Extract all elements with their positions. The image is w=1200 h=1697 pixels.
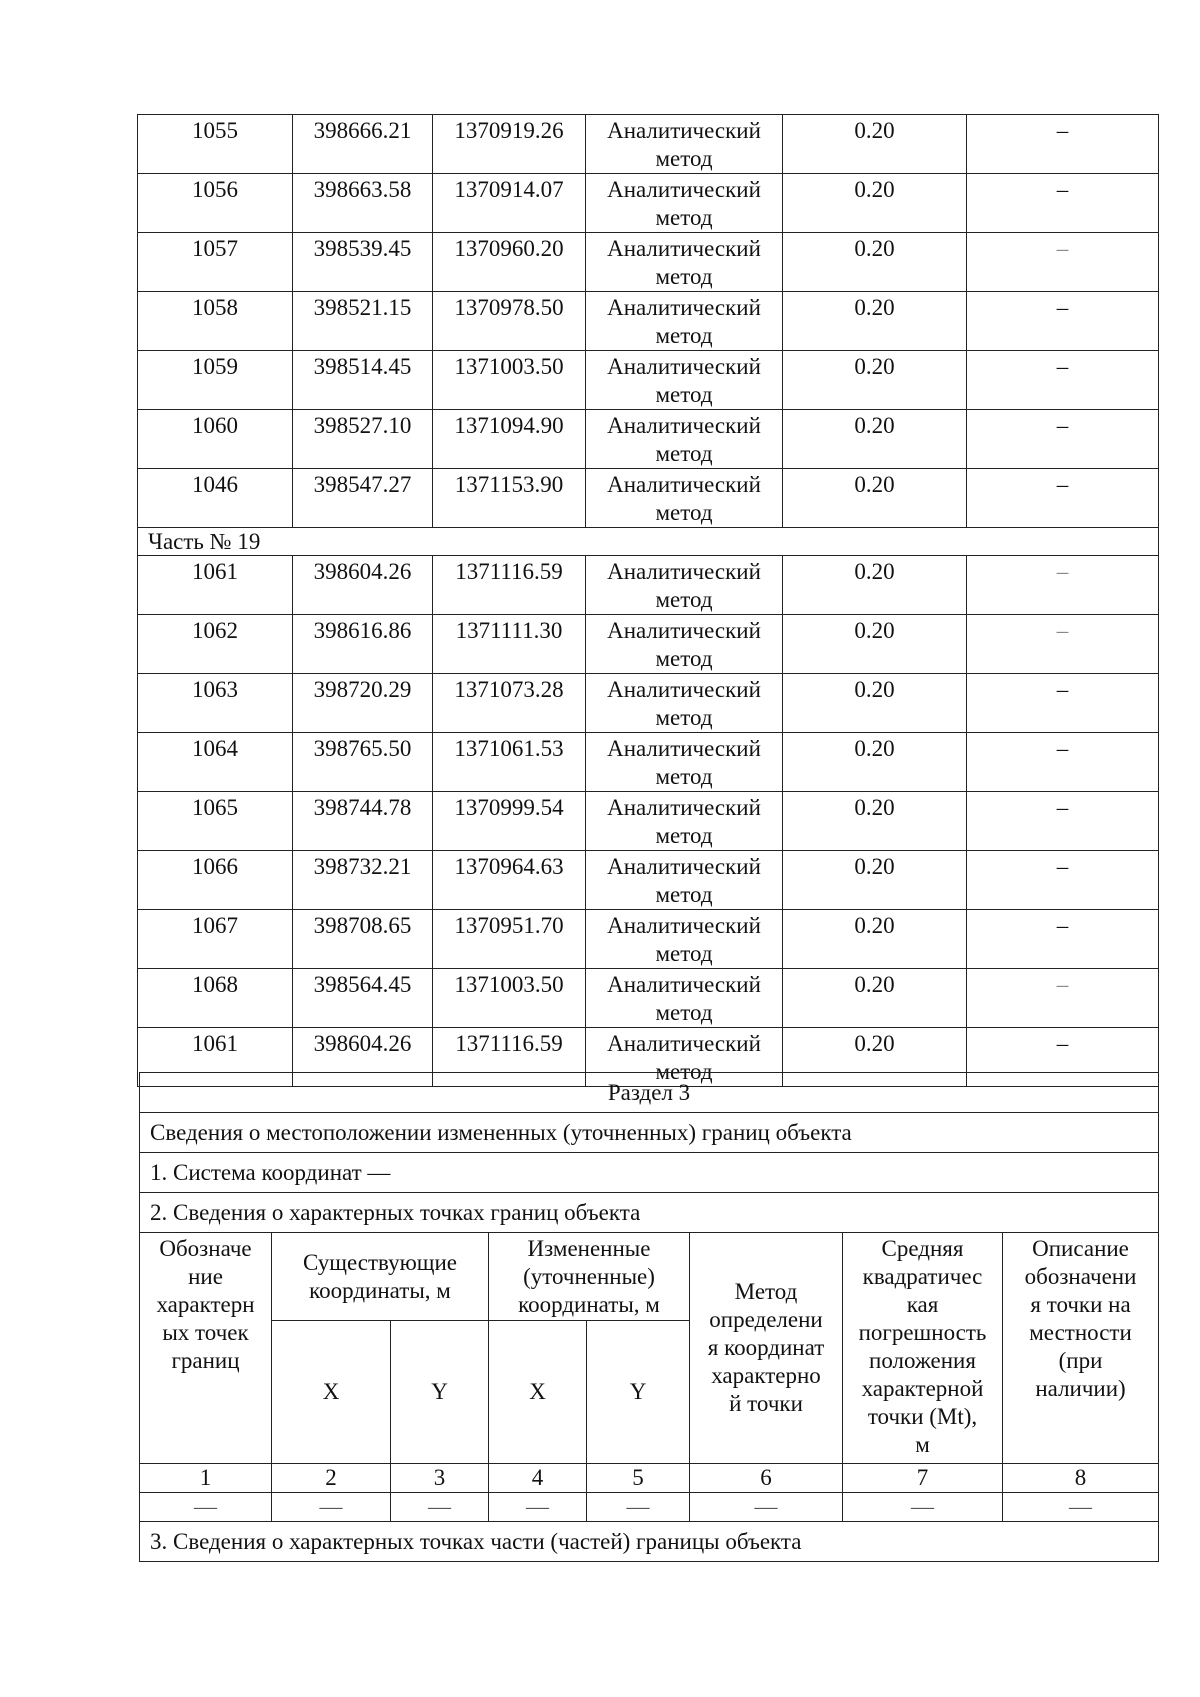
description: – — [967, 174, 1159, 233]
method-line: метод — [655, 382, 713, 407]
method-line: Аналитический — [607, 413, 761, 438]
method-line: метод — [655, 500, 713, 525]
table-row — [138, 469, 1159, 528]
section-title-row — [140, 1073, 1159, 1113]
column-number: 5 — [587, 1464, 690, 1493]
method-line: метод — [655, 1059, 713, 1084]
accuracy: 0.20 — [783, 733, 967, 792]
accuracy: 0.20 — [783, 851, 967, 910]
table-row — [138, 969, 1159, 1028]
method-line: Аналитический — [607, 1031, 761, 1056]
point-number: 1055 — [138, 115, 293, 174]
header-line: характерно — [711, 1363, 821, 1388]
header-line: положения — [869, 1348, 976, 1373]
column-number: 3 — [391, 1464, 489, 1493]
method-line: метод — [655, 823, 713, 848]
point-number: 1060 — [138, 410, 293, 469]
header-line: Обозначе — [159, 1236, 252, 1261]
accuracy: 0.20 — [783, 615, 967, 674]
header-line: квадратичес — [862, 1264, 983, 1289]
coordinates-rows-before-part — [138, 115, 1159, 528]
method-line: Аналитический — [607, 736, 761, 761]
header-line: Средняя — [881, 1236, 964, 1261]
part-header-row — [138, 528, 1159, 556]
part-header-group — [138, 528, 1159, 556]
table-row — [138, 115, 1159, 174]
table-row — [138, 733, 1159, 792]
column-number: 1 — [140, 1464, 272, 1493]
part-label: Часть № 19 — [138, 528, 1159, 556]
point-number: 1061 — [138, 1028, 293, 1087]
header-existing-coordinates — [272, 1233, 489, 1321]
empty-values-row — [140, 1493, 1159, 1522]
column-number: 6 — [690, 1464, 843, 1493]
header-line: ых точек — [162, 1320, 249, 1345]
section-heading: Сведения о местоположении измененных (уточненных) границ объекта — [140, 1113, 1159, 1153]
method-line: метод — [655, 764, 713, 789]
coordinate-system-row — [140, 1153, 1159, 1193]
header-changed-y: Y — [587, 1321, 690, 1464]
coord-y: 1371153.90 — [433, 469, 586, 528]
column-number: 7 — [843, 1464, 1003, 1493]
column-number: 2 — [272, 1464, 391, 1493]
table-row — [138, 233, 1159, 292]
method-line: метод — [655, 441, 713, 466]
description: – — [967, 792, 1159, 851]
point-number: 1061 — [138, 556, 293, 615]
method — [586, 674, 783, 733]
empty-value: — — [140, 1493, 272, 1522]
header-accuracy — [843, 1233, 1003, 1464]
table-row — [138, 615, 1159, 674]
coord-x: 398744.78 — [293, 792, 433, 851]
accuracy: 0.20 — [783, 969, 967, 1028]
points-info-text: 2. Сведения о характерных точках границ объекта — [140, 1193, 1159, 1233]
method-line: метод — [655, 146, 713, 171]
accuracy: 0.20 — [783, 910, 967, 969]
description: – — [967, 910, 1159, 969]
description: – — [967, 115, 1159, 174]
method — [586, 410, 783, 469]
coord-x: 398732.21 — [293, 851, 433, 910]
description: – — [967, 969, 1159, 1028]
coord-x: 398521.15 — [293, 292, 433, 351]
accuracy: 0.20 — [783, 410, 967, 469]
coordinate-system-text: 1. Система координат — — [140, 1153, 1159, 1193]
header-line: наличии) — [1035, 1376, 1126, 1401]
coord-y: 1370964.63 — [433, 851, 586, 910]
coord-x: 398514.45 — [293, 351, 433, 410]
header-line: погрешность — [858, 1320, 987, 1345]
coord-x: 398720.29 — [293, 674, 433, 733]
empty-value: — — [391, 1493, 489, 1522]
method-line: метод — [655, 205, 713, 230]
coord-x: 398604.26 — [293, 1028, 433, 1087]
description: – — [967, 1028, 1159, 1087]
accuracy: 0.20 — [783, 1028, 967, 1087]
method — [586, 792, 783, 851]
coord-x: 398564.45 — [293, 969, 433, 1028]
method-line: Аналитический — [607, 618, 761, 643]
header-line: обозначени — [1024, 1264, 1137, 1289]
header-changed-x: X — [489, 1321, 587, 1464]
method-line: метод — [655, 882, 713, 907]
point-number: 1064 — [138, 733, 293, 792]
header-line: точки (Mt), — [867, 1404, 978, 1429]
column-numbers-row — [140, 1464, 1159, 1493]
description: – — [967, 351, 1159, 410]
header-description — [1003, 1233, 1159, 1464]
table-row — [138, 292, 1159, 351]
coord-y: 1371111.30 — [433, 615, 586, 674]
header-line: определени — [709, 1307, 823, 1332]
empty-value: — — [1003, 1493, 1159, 1522]
method-line: Аналитический — [607, 795, 761, 820]
description: – — [967, 615, 1159, 674]
method-line: Аналитический — [607, 854, 761, 879]
method — [586, 351, 783, 410]
table-row — [138, 174, 1159, 233]
description: – — [967, 410, 1159, 469]
method-line: Аналитический — [607, 972, 761, 997]
method — [586, 469, 783, 528]
method-line: метод — [655, 646, 713, 671]
method — [586, 910, 783, 969]
empty-value: — — [489, 1493, 587, 1522]
coord-x: 398616.86 — [293, 615, 433, 674]
header-line: характерной — [861, 1376, 984, 1401]
header-row-1 — [140, 1233, 1159, 1321]
method-line: метод — [655, 705, 713, 730]
section-3-table — [139, 1072, 1159, 1562]
accuracy: 0.20 — [783, 292, 967, 351]
coord-y: 1370978.50 — [433, 292, 586, 351]
point-number: 1065 — [138, 792, 293, 851]
description: – — [967, 674, 1159, 733]
accuracy: 0.20 — [783, 792, 967, 851]
header-line: Описание — [1032, 1236, 1129, 1261]
table-row — [138, 556, 1159, 615]
coordinates-table — [137, 114, 1159, 1087]
method-line: Аналитический — [607, 559, 761, 584]
point-number: 1056 — [138, 174, 293, 233]
column-number: 8 — [1003, 1464, 1159, 1493]
coord-x: 398708.65 — [293, 910, 433, 969]
method-line: Аналитический — [607, 177, 761, 202]
header-line: местности — [1029, 1320, 1132, 1345]
part-points-info-text: 3. Сведения о характерных точках части (частей) границы объекта — [140, 1522, 1159, 1562]
empty-value: — — [843, 1493, 1003, 1522]
point-number: 1046 — [138, 469, 293, 528]
header-line: м — [915, 1432, 930, 1457]
coord-x: 398666.21 — [293, 115, 433, 174]
coord-x: 398547.27 — [293, 469, 433, 528]
coord-y: 1371003.50 — [433, 969, 586, 1028]
header-line: й точки — [729, 1391, 803, 1416]
empty-value: — — [272, 1493, 391, 1522]
method — [586, 115, 783, 174]
header-line: (уточненные) — [523, 1264, 655, 1289]
method-line: Аналитический — [607, 118, 761, 143]
method-line: метод — [655, 1000, 713, 1025]
section-heading-row — [140, 1113, 1159, 1153]
section-title: Раздел 3 — [140, 1073, 1159, 1113]
method-line: Аналитический — [607, 295, 761, 320]
description: – — [967, 556, 1159, 615]
description: – — [967, 469, 1159, 528]
description: – — [967, 851, 1159, 910]
coord-y: 1370919.26 — [433, 115, 586, 174]
header-method — [690, 1233, 843, 1464]
coord-y: 1371061.53 — [433, 733, 586, 792]
coord-x: 398604.26 — [293, 556, 433, 615]
table-row — [138, 351, 1159, 410]
coord-x: 398539.45 — [293, 233, 433, 292]
header-line: характерн — [156, 1292, 255, 1317]
method-line: метод — [655, 941, 713, 966]
coord-y: 1371116.59 — [433, 556, 586, 615]
header-line: ние — [188, 1264, 223, 1289]
coordinates-rows-part-19 — [138, 556, 1159, 1087]
point-number: 1067 — [138, 910, 293, 969]
header-line: Измененные — [527, 1236, 651, 1261]
method — [586, 174, 783, 233]
method-line: Аналитический — [607, 677, 761, 702]
description: – — [967, 292, 1159, 351]
accuracy: 0.20 — [783, 469, 967, 528]
accuracy: 0.20 — [783, 115, 967, 174]
header-point-designation — [140, 1233, 272, 1464]
method — [586, 233, 783, 292]
point-number: 1062 — [138, 615, 293, 674]
method-line: Аналитический — [607, 913, 761, 938]
header-line: я точки на — [1030, 1292, 1131, 1317]
method — [586, 615, 783, 674]
header-existing-x: X — [272, 1321, 391, 1464]
point-number: 1059 — [138, 351, 293, 410]
coord-y: 1370914.07 — [433, 174, 586, 233]
point-number: 1066 — [138, 851, 293, 910]
point-number: 1058 — [138, 292, 293, 351]
part-points-info-row — [140, 1522, 1159, 1562]
points-info-row — [140, 1193, 1159, 1233]
method — [586, 556, 783, 615]
table-row — [138, 910, 1159, 969]
table-row — [138, 851, 1159, 910]
header-line: координаты, м — [518, 1292, 660, 1317]
accuracy: 0.20 — [783, 674, 967, 733]
point-number: 1057 — [138, 233, 293, 292]
empty-value: — — [690, 1493, 843, 1522]
header-existing-y: Y — [391, 1321, 489, 1464]
method — [586, 733, 783, 792]
method-line: Аналитический — [607, 236, 761, 261]
point-number: 1063 — [138, 674, 293, 733]
method-line: метод — [655, 587, 713, 612]
method — [586, 851, 783, 910]
method-line: метод — [655, 264, 713, 289]
coord-y: 1371073.28 — [433, 674, 586, 733]
column-number: 4 — [489, 1464, 587, 1493]
coord-y: 1371116.59 — [433, 1028, 586, 1087]
method — [586, 969, 783, 1028]
accuracy: 0.20 — [783, 174, 967, 233]
method-line: Аналитический — [607, 354, 761, 379]
header-line: кая — [906, 1292, 939, 1317]
accuracy: 0.20 — [783, 351, 967, 410]
method-line: метод — [655, 323, 713, 348]
description: – — [967, 233, 1159, 292]
table-row — [138, 410, 1159, 469]
coord-x: 398765.50 — [293, 733, 433, 792]
coord-y: 1370999.54 — [433, 792, 586, 851]
coord-y: 1371003.50 — [433, 351, 586, 410]
empty-value: — — [587, 1493, 690, 1522]
header-changed-coordinates — [489, 1233, 690, 1321]
header-line: координаты, м — [309, 1277, 451, 1303]
point-number: 1068 — [138, 969, 293, 1028]
accuracy: 0.20 — [783, 233, 967, 292]
header-line: Существующие — [302, 1249, 457, 1275]
coord-x: 398663.58 — [293, 174, 433, 233]
coord-y: 1370951.70 — [433, 910, 586, 969]
accuracy: 0.20 — [783, 556, 967, 615]
description: – — [967, 733, 1159, 792]
header-line: границ — [171, 1348, 240, 1373]
method-line: Аналитический — [607, 472, 761, 497]
header-line: Метод — [734, 1279, 798, 1304]
coord-x: 398527.10 — [293, 410, 433, 469]
header-line: я координат — [707, 1335, 825, 1360]
method — [586, 292, 783, 351]
table-row — [138, 674, 1159, 733]
coord-y: 1371094.90 — [433, 410, 586, 469]
coord-y: 1370960.20 — [433, 233, 586, 292]
table-row — [138, 792, 1159, 851]
header-line: (при — [1058, 1348, 1103, 1373]
